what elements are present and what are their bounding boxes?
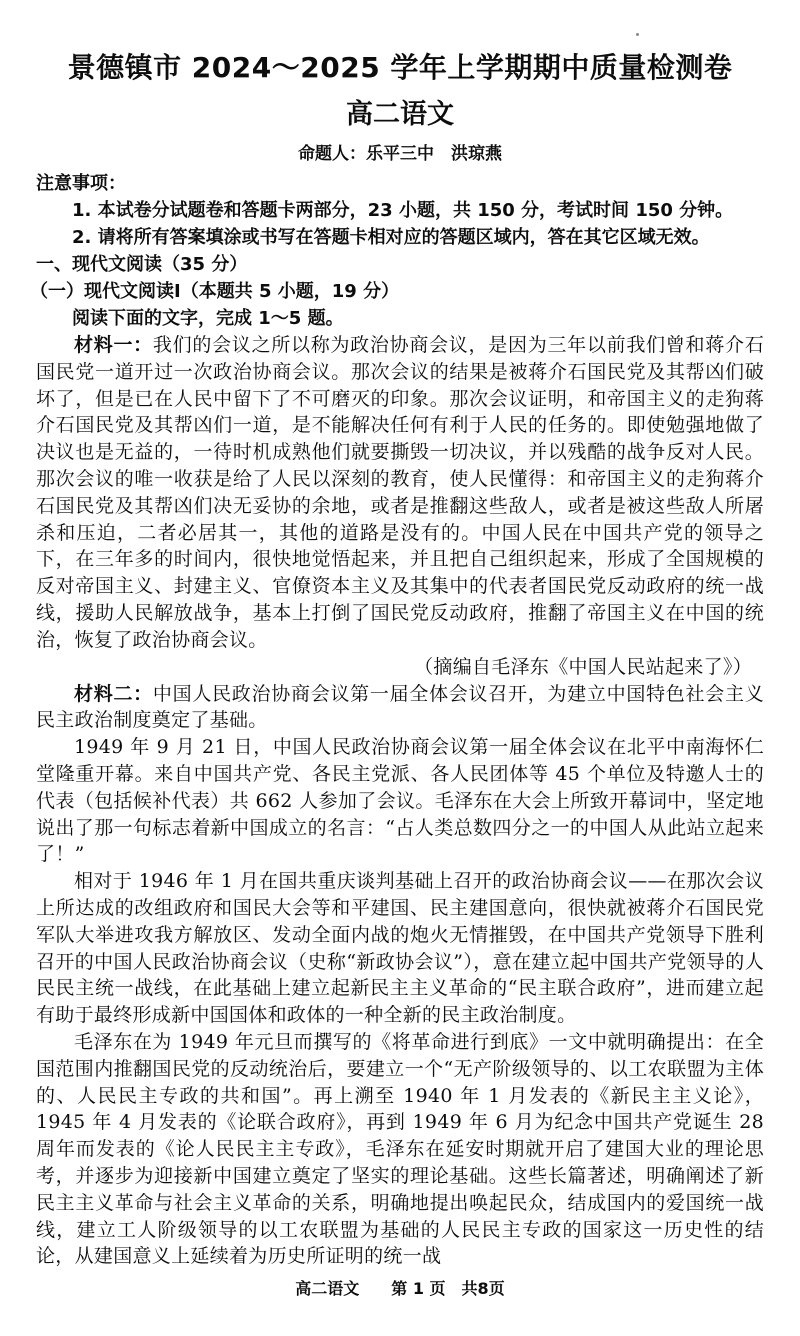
material-1-label: 材料一：	[74, 334, 153, 356]
note-item-1: 1. 本试卷分试题卷和答题卡两部分，23 小题，共 150 分，考试时间 150 分钟。	[72, 200, 734, 221]
material-2-paragraph-3: 相对于 1946 年 1 月在国共重庆谈判基础上召开的政治协商会议——在那次会议上所达成的改组政府和国民大会等和平建国、民主建国意向，很快就被蒋介石国民党军队大举进攻我方解放区、发动全面内战的炮火无情摧毁，在中国共产党领导下胜利召开的中国人民政治协商会议（史称“新政协会议”），意在建立起中国共产党领导的人民民主统一战线，在此基础上建立起新民主主义革命的“民主联合政府”，进而建立起有助于最终形成新中国国体和政体的一种全新的民主政治制度。	[36, 870, 764, 1027]
material-2-body-1: 中国人民政治协商会议第一届全体会议召开，为建立中国特色社会主义民主政治制度奠定了基础。	[36, 682, 764, 732]
reading-instruction: 阅读下面的文字，完成 1～5 题。	[72, 308, 344, 329]
scan-artifact-dot	[636, 33, 639, 36]
material-2-paragraph-4: 毛泽东在为 1949 年元旦而撰写的《将革命进行到底》一文中就明确提出：在全国范围内推翻国民党的反动统治后，要建立一个“无产阶级领导的、以工农联盟为主体的、人民民主专政的共和国”。再上溯至 1940 年 1 月发表的《新民主主义论》，1945 年 4 月发表的《论联合政府》，再到 1949 年 6 月为纪念中国共产党诞生 28 周年而发表的《论人民民主主专政》，毛泽东在延安时期就开启了建国大业的理论思考，并逐步为迎接新中国建立奠定了坚实的理论基础。这些长篇著述，明确阐述了新民主主义革命与社会主义革命的关系，明确地提出唤起民众，结成国内的爱国统一战线，建立工人阶级领导的以工农联盟为基础的人民民主专政的国家这一历史性的结论，从建国意义上延续着为历史所证明的统一战	[36, 1030, 764, 1268]
material-2-label: 材料二：	[74, 682, 153, 705]
material-1-body: 我们的会议之所以称为政治协商会议，是因为三年以前我们曾和蒋介石国民党一道开过一次政治协商会议。那次会议的结果是被蒋介石国民党及其帮凶们破坏了，但是已在人民中留下了不可磨灭的印象。那次会议证明，和帝国主义的走狗蒋介石国民党及其帮凶们一道，是不能解决任何有利于人民的任务的。即使勉强地做了决议也是无益的，一待时机成熟他们就要撕毁一切决议，并以残酷的战争反对人民。那次会议的唯一收获是给了人民以深刻的教育，使人民懂得：和帝国主义的走狗蒋介石国民党及其帮凶们决无妥协的余地，或者是推翻这些敌人，或者是被这些敌人所屠杀和压迫，二者必居其一，其他的道路是没有的。中国人民在中国共产党的领导之下，在三年多的时间内，很快地觉悟起来，并且把自己组织起来，形成了全国规模的反对帝国主义、封建主义、官僚资本主义及其集中的代表者国民党反动政府的统一战线，援助人民解放战争，基本上打倒了国民党反动政府，推翻了帝国主义在中国的统治，恢复了政治协商会议。	[36, 334, 764, 651]
subject-title: 高二语文	[346, 99, 454, 130]
section-subheading: （一）现代文阅读Ⅰ（本题共 5 小题，19 分）	[30, 281, 400, 302]
material-1-paragraph	[36, 332, 764, 654]
note-item-2: 2. 请将所有答案填涂或书写在答题卡相对应的答题区域内，答在其它区域无效。	[72, 227, 710, 248]
section-heading: 一、现代文阅读（35 分）	[36, 254, 248, 275]
material-1-attribution: （摘编自毛泽东《中国人民站起来了》）	[414, 655, 752, 678]
page-title: 景德镇市 2024～2025 学年上学期期中质量检测卷	[67, 51, 733, 84]
notes-label: 注意事项：	[36, 173, 126, 194]
material-2-paragraph-1	[36, 681, 764, 735]
author-line: 命题人：乐平三中 洪琼燕	[298, 144, 502, 164]
material-2-paragraph-2: 1949 年 9 月 21 日，中国人民政治协商会议第一届全体会议在北平中南海怀仁堂隆重开幕。来自中国共产党、各民主党派、各人民团体等 45 个单位及特邀人士的代表（包括候补代表）共 662 人参加了会议。毛泽东在大会上所致开幕词中，坚定地说出了那一句标志着新中国成立的名言：“占人类总数四分之一的中国人从此站立起来了！”	[36, 736, 764, 866]
page-footer: 高二语文 第 1 页 共8页	[295, 1279, 505, 1298]
